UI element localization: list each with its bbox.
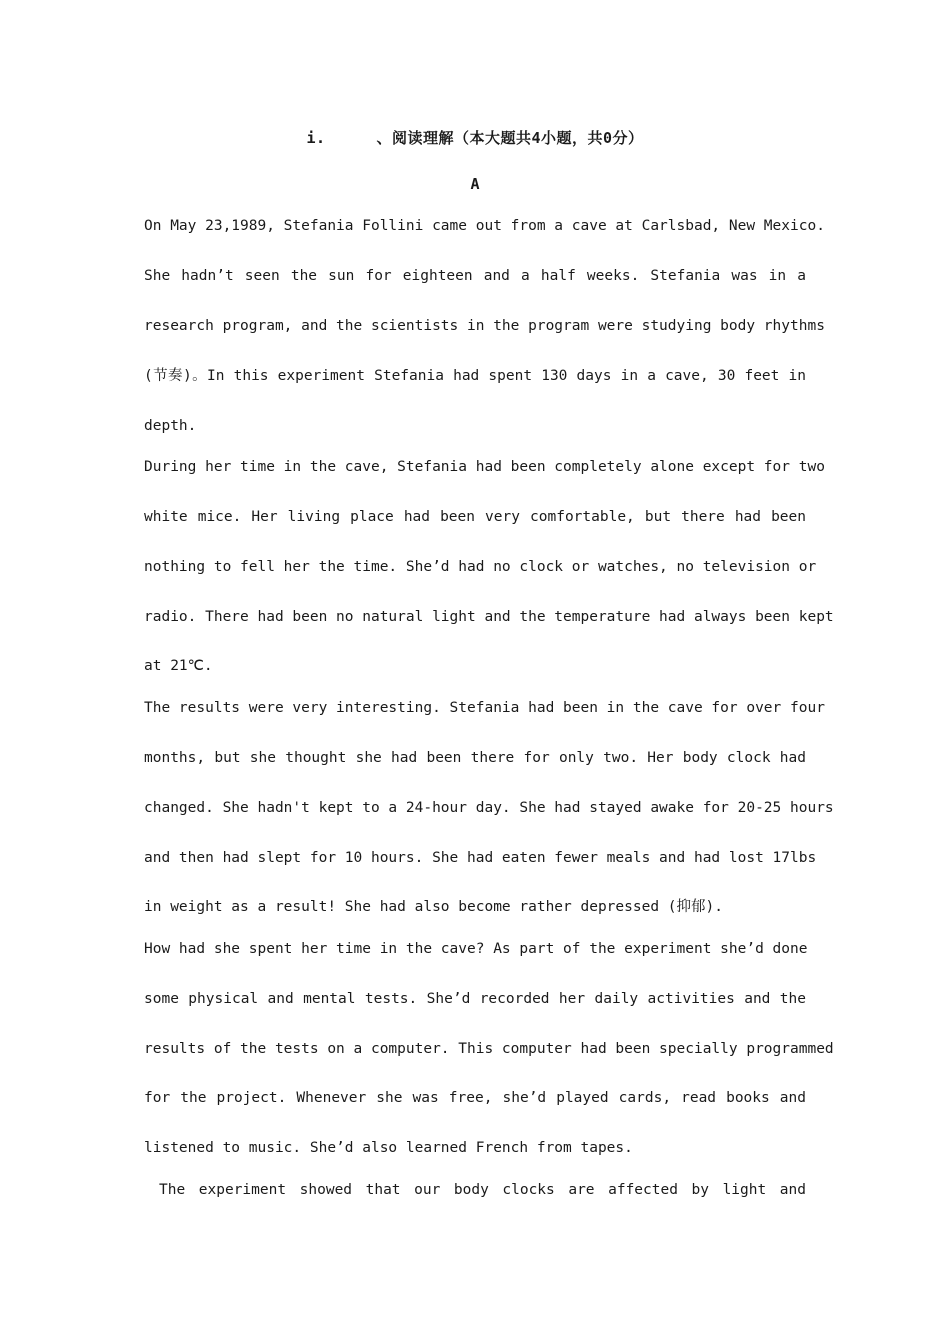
passage-line: radio. There had been no natural light and the temperature had always been kept: [144, 609, 834, 625]
passage-line: research program, and the scientists in the program were studying body rhythms: [144, 318, 825, 334]
passage-line: listened to music. She’d also learned French from tapes.: [144, 1140, 633, 1156]
section-title: 、阅读理解（本大题共4小题，共0分）: [376, 129, 644, 147]
passage-line: and then had slept for 10 hours. She had eaten fewer meals and had lost 17lbs: [144, 850, 817, 866]
passage-line: at 21℃.: [144, 658, 213, 674]
passage-line: changed. She hadn't kept to a 24-hour day. She had stayed awake for 20-25 hours: [144, 800, 834, 816]
passage-line: (节奏)。In this experiment Stefania had spent 130 days in a cave, 30 feet in: [144, 368, 806, 384]
passage-line: The experiment showed that our body clocks are affected by light and: [159, 1182, 806, 1198]
passage-line: depth.: [144, 418, 197, 434]
section-heading: [0, 127, 950, 148]
passage-line: During her time in the cave, Stefania had been completely alone except for two: [144, 459, 825, 475]
passage-line: in weight as a result! She had also become rather depressed (抑郁).: [144, 899, 723, 915]
passage-line: results of the tests on a computer. This computer had been specially programmed: [144, 1041, 834, 1057]
question-number: i.: [306, 129, 326, 147]
passage-line: months, but she thought she had been there for only two. Her body clock had: [144, 750, 806, 766]
passage-line: white mice. Her living place had been very comfortable, but there had been: [144, 509, 806, 525]
passage-line: On May 23,1989, Stefania Follini came out from a cave at Carlsbad, New Mexico.: [144, 218, 825, 234]
passage-line: some physical and mental tests. She’d recorded her daily activities and the: [144, 991, 806, 1007]
passage-line: nothing to fell her the time. She’d had no clock or watches, no television or: [144, 559, 817, 575]
passage-line: How had she spent her time in the cave? As part of the experiment she’d done: [144, 941, 808, 957]
passage-line: The results were very interesting. Stefania had been in the cave for over four: [144, 700, 825, 716]
passage-label: A: [470, 175, 480, 193]
passage-line: for the project. Whenever she was free, she’d played cards, read books and: [144, 1090, 806, 1106]
passage-line: She hadn’t seen the sun for eighteen and a half weeks. Stefania was in a: [144, 268, 806, 284]
